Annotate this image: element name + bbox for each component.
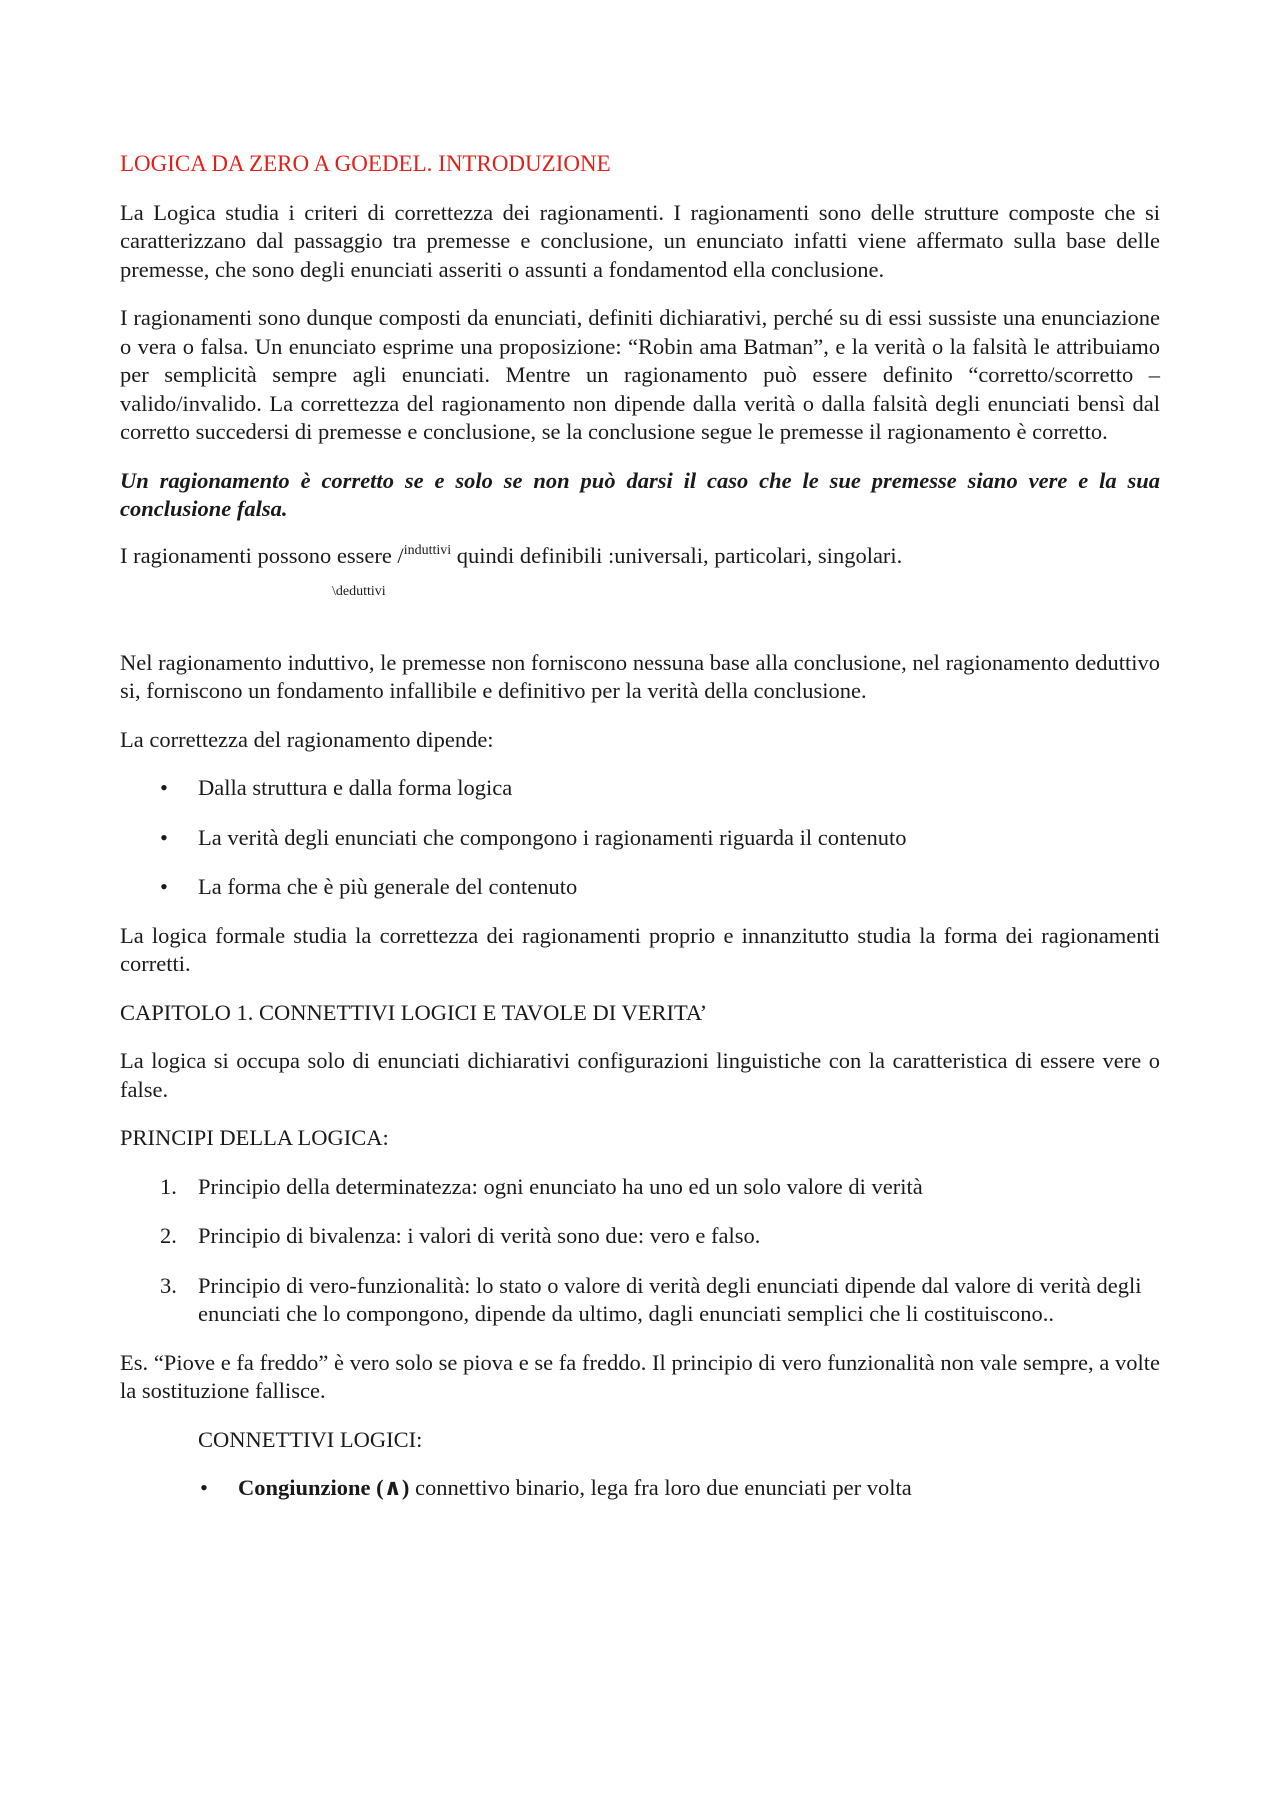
induttivi-superscript: induttivi — [403, 542, 452, 558]
list-item — [120, 824, 1160, 853]
depends-list — [120, 774, 1160, 902]
reasoning-types-prefix: I ragionamenti possono essere / — [120, 542, 404, 568]
list-item — [120, 1272, 1160, 1329]
chapter-heading: CAPITOLO 1. CONNETTIVI LOGICI E TAVOLE DI VERITA’ — [120, 999, 708, 1025]
list-item — [120, 873, 1160, 902]
list-item — [120, 1222, 1160, 1251]
list-item — [120, 1474, 1160, 1503]
connective-description: connettivo binario, lega fra loro due enunciati per volta — [409, 1475, 912, 1500]
list-number: 3. — [160, 1272, 177, 1298]
page-content — [120, 150, 1160, 1503]
list-item-text: Principio di vero-funzionalità: lo stato o valore di verità degli enunciati dipende dal valore di verità degli enunciati che lo compongono, dipende da ultimo, dagli enunciati semplici che li costituiscono.. — [198, 1272, 1142, 1326]
reasoning-types-suffix: quindi definibili :universali, particolari, singolari. — [451, 542, 903, 568]
list-item-text: La forma che è più generale del contenuto — [198, 874, 578, 899]
list-number: 1. — [160, 1173, 177, 1199]
connectives-heading: CONNETTIVI LOGICI: — [198, 1426, 423, 1452]
bullet-marker: • — [160, 874, 168, 899]
list-item-text: Principio della determinatezza: ogni enunciato ha uno ed un solo valore di verità — [198, 1173, 923, 1199]
paragraph-enunciati: I ragionamenti sono dunque composti da enunciati, definiti dichiarativi, perché su di essi sussiste una enunciazione o vera o falsa. Un enunciato esprime una proposizione: “Robin ama Batman”, e la verità o la falsità le attribuiamo per semplicità sempre agli enunciati. Mentre un ragionamento può essere definito “corretto/scorretto – valido/invalido. La correttezza del ragionamento non dipende dalla verità o dalla falsità degli enunciati bensì dal corretto succedersi di premesse e conclusione, se la conclusione segue le premesse il ragionamento è corretto. — [120, 305, 1160, 444]
paragraph-example: Es. “Piove e fa freddo” è vero solo se piova e se fa freddo. Il principio di vero funzionalità non vale sempre, a volte la sostituzione fallisce. — [120, 1349, 1160, 1403]
reasoning-types-line — [120, 542, 1160, 571]
connectives-list — [120, 1474, 1160, 1503]
bullet-marker: • — [200, 1475, 208, 1500]
paragraph-enunciati-dichiarativi: La logica si occupa solo di enunciati dichiarativi configurazioni linguistiche con la caratteristica di essere vere o false. — [120, 1048, 1160, 1102]
bullet-marker: • — [160, 775, 168, 800]
list-item — [120, 1173, 1160, 1202]
principles-list — [120, 1173, 1160, 1329]
list-number: 2. — [160, 1223, 177, 1248]
principles-heading: PRINCIPI DELLA LOGICA: — [120, 1125, 389, 1150]
list-item-text: Dalla struttura e dalla forma logica — [198, 775, 513, 800]
bullet-marker: • — [160, 824, 168, 850]
paragraph-intro: La Logica studia i criteri di correttezza dei ragionamenti. I ragionamenti sono delle strutture composte che si caratterizzano dal passaggio tra premesse e conclusione, un enunciato infatti viene affermato sulla base delle premesse, che sono degli enunciati asseriti o assunti a fondamentod ella conclusione. — [120, 199, 1160, 282]
definition-correct-reasoning: Un ragionamento è corretto se e solo se non può darsi il caso che le sue premesse siano vere e la sua conclusione falsa. — [120, 467, 1160, 521]
connective-name: Congiunzione (∧) — [238, 1475, 410, 1500]
deduttivi-subscript: \deduttivi — [332, 584, 386, 599]
list-item-text: Principio di bivalenza: i valori di verità sono due: vero e falso. — [198, 1223, 761, 1248]
document-title: LOGICA DA ZERO A GOEDEL. INTRODUZIONE — [120, 151, 611, 176]
paragraph-induttivo-deduttivo: Nel ragionamento induttivo, le premesse non forniscono nessuna base alla conclusione, nel ragionamento deduttivo si, forniscono un fondamento infallibile e definitivo per la verità della conclusione. — [120, 649, 1160, 703]
list-item-text: La verità degli enunciati che compongono i ragionamenti riguarda il contenuto — [198, 824, 907, 850]
list-item — [120, 774, 1160, 803]
depends-intro: La correttezza del ragionamento dipende: — [120, 726, 494, 752]
paragraph-logica-formale: La logica formale studia la correttezza dei ragionamenti proprio e innanzitutto studia la forma dei ragionamenti corretti. — [120, 922, 1160, 976]
